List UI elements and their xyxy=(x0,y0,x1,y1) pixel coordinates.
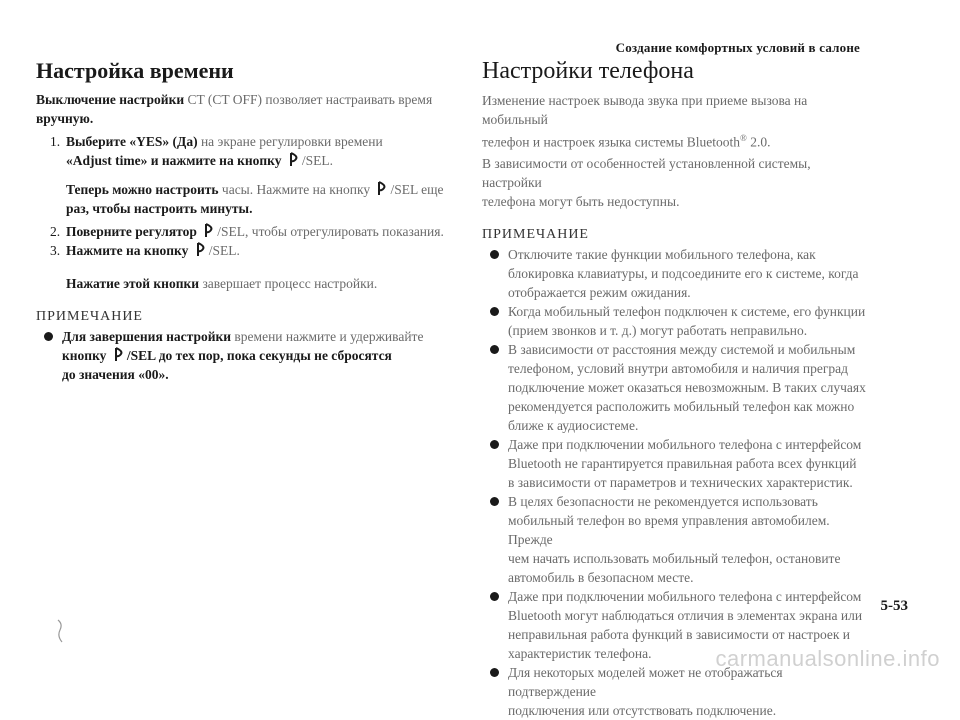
bullet-dot-icon xyxy=(490,250,499,259)
note-bullet-line: Для некоторых моделей может не отображаться подтверждение xyxy=(508,664,783,699)
note-bullet-item xyxy=(482,492,866,587)
intro-rest: CT (CT OFF) позволяет настраивать время xyxy=(184,92,433,107)
note-bullet-line: мобильный телефон во время управления автомобилем. Прежде xyxy=(508,512,830,547)
step-number: 3. xyxy=(50,243,61,258)
bullet-dot-icon xyxy=(490,345,499,354)
note-bullet-item xyxy=(482,340,866,435)
final-paragraph xyxy=(36,274,444,293)
note-bullet-item xyxy=(482,245,866,302)
note-bullet-line: (прием звонков и т. д.) могут работать неправильно. xyxy=(508,322,808,338)
note-bullet-line: автомобиль в безопасном месте. xyxy=(508,569,694,585)
note-bullet-item xyxy=(482,302,866,340)
availability-line2: телефона могут быть недоступны. xyxy=(482,193,680,209)
note-bullet-line: неправильная работа функций в зависимости от настроек и xyxy=(508,626,851,642)
rotary-knob-icon xyxy=(288,152,299,167)
step-number: 2. xyxy=(50,224,61,239)
hours-line2: раз, чтобы настроить минуты. xyxy=(66,201,253,216)
steps-list-continued xyxy=(36,222,444,260)
step-1-bold: Выберите «YES» (Да) xyxy=(66,134,198,149)
left-note-list xyxy=(36,327,444,384)
scan-mark-icon xyxy=(56,618,66,644)
note-bullet-line: чем начать использовать мобильный телефон, остановите xyxy=(508,550,841,566)
registered-mark: ® xyxy=(740,133,747,143)
time-settings-title: Настройка времени xyxy=(36,58,234,83)
note-bullet-line: подключения или отсутствовать подключение. xyxy=(508,702,777,718)
hours-bold: Теперь можно настроить xyxy=(66,182,219,197)
step-3-tail: /SEL. xyxy=(208,243,240,258)
final-bold: Нажатие этой кнопки xyxy=(66,276,200,291)
hours-paragraph xyxy=(36,180,444,218)
intro-line2: вручную. xyxy=(36,111,94,126)
rotary-knob-icon xyxy=(195,242,206,257)
running-header: Создание комфортных условий в салоне xyxy=(615,40,860,55)
rotary-knob-icon xyxy=(113,347,124,362)
note-bullet-line: Даже при подключении мобильного телефона с интерфейсом xyxy=(508,588,862,604)
step-1-rest: на экране регулировки времени xyxy=(197,134,383,149)
bullet-dot-icon xyxy=(490,592,499,601)
hours-tail: /SEL еще xyxy=(390,182,444,197)
intro-paragraph xyxy=(36,90,444,128)
note-heading: ПРИМЕЧАНИЕ xyxy=(36,309,143,324)
note-l2-rest: /SEL до тех пор, пока секунды не сбросятся xyxy=(126,348,392,363)
note-bullet-line: Когда мобильный телефон подключен к системе, его функции xyxy=(508,303,866,319)
note-bullet-line: Даже при подключении мобильного телефона с интерфейсом xyxy=(508,436,862,452)
phone-intro-line2: телефон и настроек языка системы Bluetooth xyxy=(482,134,741,150)
availability-line1: В зависимости от особенностей установленной системы, настройки xyxy=(482,155,811,190)
step-2-tail: /SEL, чтобы отрегулировать показания. xyxy=(217,224,444,239)
note-bullet-line: В целях безопасности не рекомендуется использовать xyxy=(508,493,818,509)
watermark: carmanualsonline.info xyxy=(715,646,940,671)
intro-bold: Выключение настройки xyxy=(36,92,185,107)
rotary-knob-icon xyxy=(376,181,387,196)
left-note-item xyxy=(36,327,444,384)
phone-intro-line1: Изменение настроек вывода звука при приеме вызова на мобильный xyxy=(482,93,808,127)
note-heading: ПРИМЕЧАНИЕ xyxy=(482,226,589,242)
note-bullet-line: подключение может оказаться невозможным. В таких случаях xyxy=(508,379,866,395)
hours-rest: часы. Нажмите на кнопку xyxy=(218,182,371,197)
phone-settings-title: Настройки телефона xyxy=(482,58,694,84)
note-bullet-line: Отключите такие функции мобильного телефона, как xyxy=(508,246,816,262)
note-bullet-line: отображается режим ожидания. xyxy=(508,284,691,300)
step-1 xyxy=(36,132,444,170)
note-bullet-line: телефоном, условий внутри автомобиля и наличия преград xyxy=(508,360,849,376)
step-2-bold: Поверните регулятор xyxy=(66,224,197,239)
page-number: 5-53 xyxy=(880,598,908,614)
bullet-dot-icon xyxy=(490,497,499,506)
note-bullet-line: рекомендуется расположить мобильный телефон как можно xyxy=(508,398,855,414)
step-3 xyxy=(36,241,444,260)
step-1-line2: «Adjust time» и нажмите на кнопку xyxy=(66,153,282,168)
step-2 xyxy=(36,222,444,241)
note-l3: до значения «00». xyxy=(62,367,169,382)
phone-intro-version: 2.0. xyxy=(746,134,771,150)
step-1-tail: /SEL. xyxy=(301,153,334,168)
left-column xyxy=(36,58,444,384)
note-bullet-line: характеристик телефона. xyxy=(508,645,652,661)
availability-paragraph xyxy=(482,154,866,211)
final-rest: завершает процесс настройки. xyxy=(199,276,378,291)
note-bullet-line: в зависимости от параметров и технических характеристик. xyxy=(508,474,853,490)
note-bold: Для завершения настройки xyxy=(62,329,232,344)
bullet-dot-icon xyxy=(490,440,499,449)
phone-intro-paragraph xyxy=(482,91,866,152)
bullet-dot-icon xyxy=(44,332,53,341)
bullet-dot-icon xyxy=(490,307,499,316)
bullet-dot-icon xyxy=(490,668,499,677)
step-3-bold: Нажмите на кнопку xyxy=(66,243,189,258)
note-bullet-line: блокировка клавиатуры, и подсоедините его к системе, когда xyxy=(508,265,859,281)
note-bullet-line: В зависимости от расстояния между системой и мобильным xyxy=(508,341,856,357)
steps-list xyxy=(36,132,444,170)
right-column xyxy=(482,58,866,720)
note-l2-bold: кнопку xyxy=(62,348,107,363)
note-bullet-line: ближе к аудиосистеме. xyxy=(508,417,639,433)
note-bullet-line: Bluetooth могут наблюдаться отличия в элементах экрана или xyxy=(508,607,863,623)
note-bullet-item xyxy=(482,435,866,492)
note-bullet-line: Bluetooth не гарантируется правильная работа всех функций xyxy=(508,455,857,471)
rotary-knob-icon xyxy=(203,223,214,238)
note-rest: времени нажмите и удерживайте xyxy=(231,329,424,344)
step-number: 1. xyxy=(50,134,61,149)
